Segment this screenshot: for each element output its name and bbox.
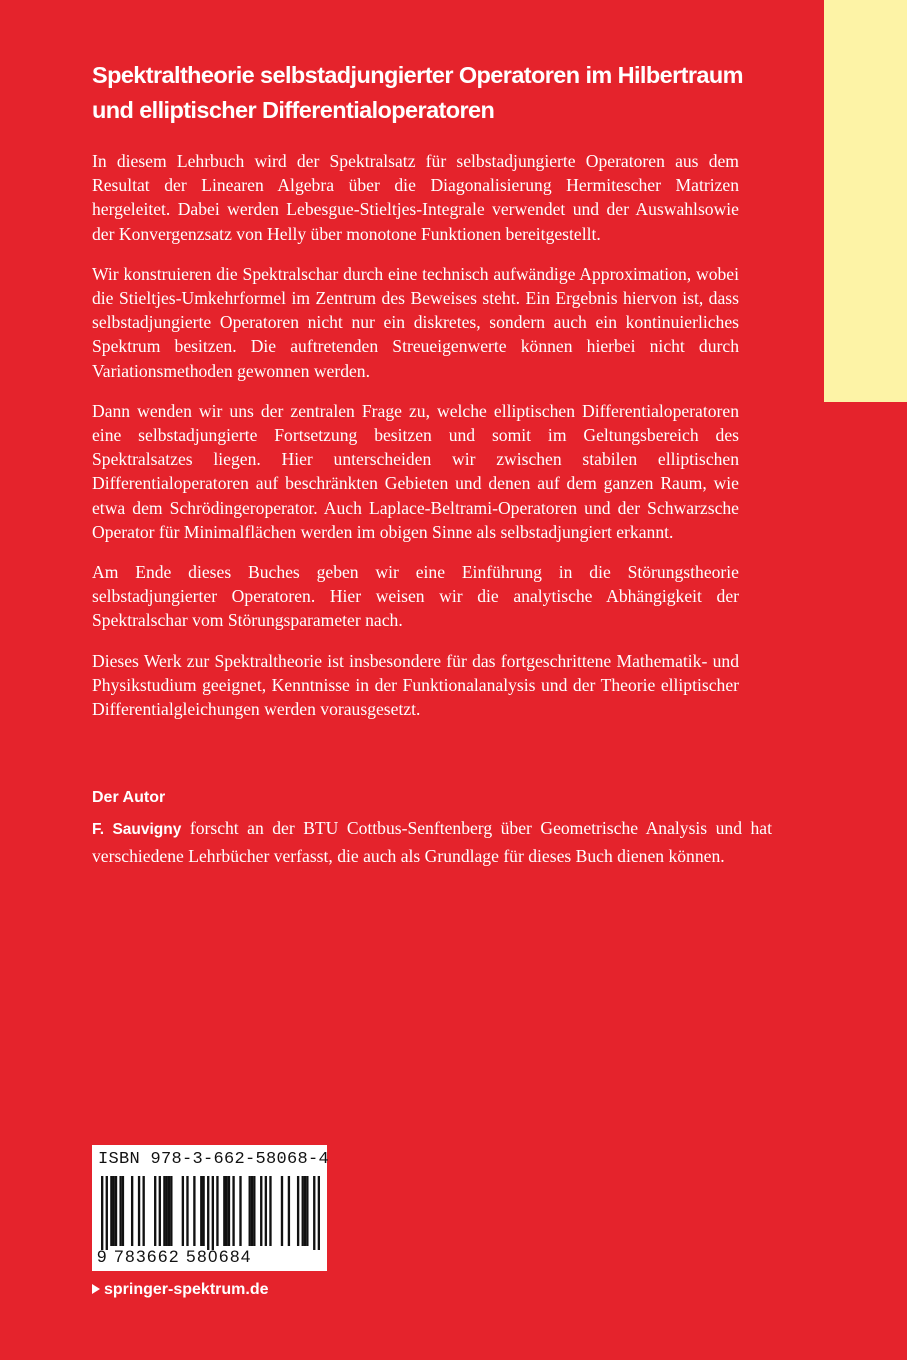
barcode-bar [142, 1176, 144, 1246]
barcode-bar [110, 1176, 112, 1246]
barcode-bar [101, 1176, 103, 1250]
barcode-bar [193, 1176, 195, 1246]
barcode-bar [202, 1176, 204, 1246]
barcode-bar [249, 1176, 251, 1246]
barcode-bar [159, 1176, 161, 1246]
triangle-right-icon [92, 1284, 100, 1294]
author-bio-text: forscht an der BTU Cottbus-Senftenberg über Geometrische Analysis und hat verschiedene Lehrbücher verfasst, die auch als Grundlage für dieses Buch dienen können. [92, 818, 772, 866]
barcode-bar [306, 1176, 308, 1246]
blurb [92, 149, 739, 737]
ean-digits: 9 783662 580684 [97, 1247, 252, 1266]
barcode-bar [186, 1176, 188, 1246]
title-line: Spektraltheorie selbstadjungierter Operatoren im Hilbertraum [92, 62, 743, 88]
book-title [92, 58, 812, 128]
barcode-bar [225, 1176, 227, 1246]
blurb-paragraph: Dieses Werk zur Spektraltheorie ist insbesondere für das fortgeschrittene Mathematik- und Physikstudium geeignet, Kenntnisse in der Funktionalanalysis und der Theorie elliptischer Differentialgleichungen werden vorausgesetzt. [92, 650, 739, 720]
barcode-bar [182, 1176, 184, 1246]
blurb-paragraph: Wir konstruieren die Spektralschar durch eine technisch aufwändige Approximation, wobei die Stieltjes-Umkehrformel im Zentrum des Beweises steht. Ein Ergebnis hiervon ist, dass selbstadjungierte Operatoren nicht nur ein diskretes, sondern auch ein kontinuierliches Spektrum besitzen. Die auftretenden Streueigenwerte können hierbei nicht durch Variationsmethoden gewonnen werden. [92, 263, 739, 381]
website-label: springer-spektrum.de [104, 1281, 269, 1298]
barcode-bar [212, 1176, 214, 1250]
barcode-bar [302, 1176, 304, 1246]
barcode-bar [115, 1176, 117, 1246]
barcode-bar [113, 1176, 115, 1246]
barcode-bar [168, 1176, 170, 1246]
barcode-bars [101, 1176, 320, 1250]
barcode-bar [281, 1176, 283, 1246]
barcode-bar [232, 1176, 234, 1246]
barcode-bar [265, 1176, 267, 1246]
blurb-paragraph: Dann wenden wir uns der zentralen Frage zu, welche elliptischen Differentialoperatoren eine selbstadjungierte Fortsetzung besitzen und somit im Geltungsbereich des Spektralsatzes liegen. Hier unterscheiden wir zwischen stabilen elliptischen Differentialoperatoren auf beschränkten Gebieten und denen auf dem ganzen Raum, wie etwa dem Schrödingeroperator. Auch Laplace-Beltrami-Operatoren und der Schwarzsche Operator für Minimalflächen werden im obigen Sinne als selbstadjungiert erkannt. [92, 400, 739, 542]
barcode-bar [260, 1176, 262, 1246]
blurb-paragraph: Am Ende dieses Buches geben wir eine Einführung in die Störungstheorie selbstadjungierter Operatoren. Hier weisen wir die analytische Abhängigkeit der Spektralschar vom Störungsparameter nach. [92, 562, 739, 631]
author-heading: Der Autor [92, 789, 166, 806]
barcode-bar [269, 1176, 271, 1246]
barcode-bar [119, 1176, 121, 1246]
barcode-bar [223, 1176, 225, 1246]
barcode-bar [313, 1176, 315, 1250]
barcode-bar [207, 1176, 209, 1250]
title-line: und elliptischer Differentialoperatoren [92, 97, 495, 123]
barcode-bar [297, 1176, 299, 1246]
barcode-bar [228, 1176, 230, 1246]
publisher-website[interactable] [92, 1279, 268, 1301]
barcode-graphic [101, 1176, 320, 1250]
author-name: F. Sauvigny [92, 821, 182, 838]
barcode-bar [170, 1176, 172, 1246]
barcode-bar [318, 1176, 320, 1250]
barcode-bar [251, 1176, 253, 1246]
barcode-bar [239, 1176, 241, 1246]
barcode-bar [288, 1176, 290, 1246]
isbn-label: ISBN 978-3-662-58068-4 [98, 1150, 330, 1169]
barcode-bar [304, 1176, 306, 1246]
isbn-barcode [92, 1145, 330, 1271]
barcode-bar [200, 1176, 202, 1246]
author-bio [92, 815, 772, 869]
barcode-bar [216, 1176, 218, 1246]
barcode-bar [138, 1176, 140, 1246]
barcode-bar [166, 1176, 168, 1246]
barcode-bar [122, 1176, 124, 1246]
barcode-bar [253, 1176, 255, 1246]
barcode-bar [106, 1176, 108, 1250]
blurb-paragraph: In diesem Lehrbuch wird der Spektralsatz für selbstadjungierte Operatoren aus dem Resultat der Linearen Algebra über die Diagonalisierung Hermitescher Matrizen hergeleitet. Dabei werden Lebesgue-Stieltjes-Integrale verwendet und der Auswahlsowie der Konvergenzsatz von Helly über monotone Funktionen bereitgestellt. [92, 151, 739, 244]
barcode-bar [154, 1176, 156, 1246]
accent-color-block [824, 0, 907, 402]
barcode-bar [131, 1176, 133, 1246]
barcode-bar [163, 1176, 165, 1246]
